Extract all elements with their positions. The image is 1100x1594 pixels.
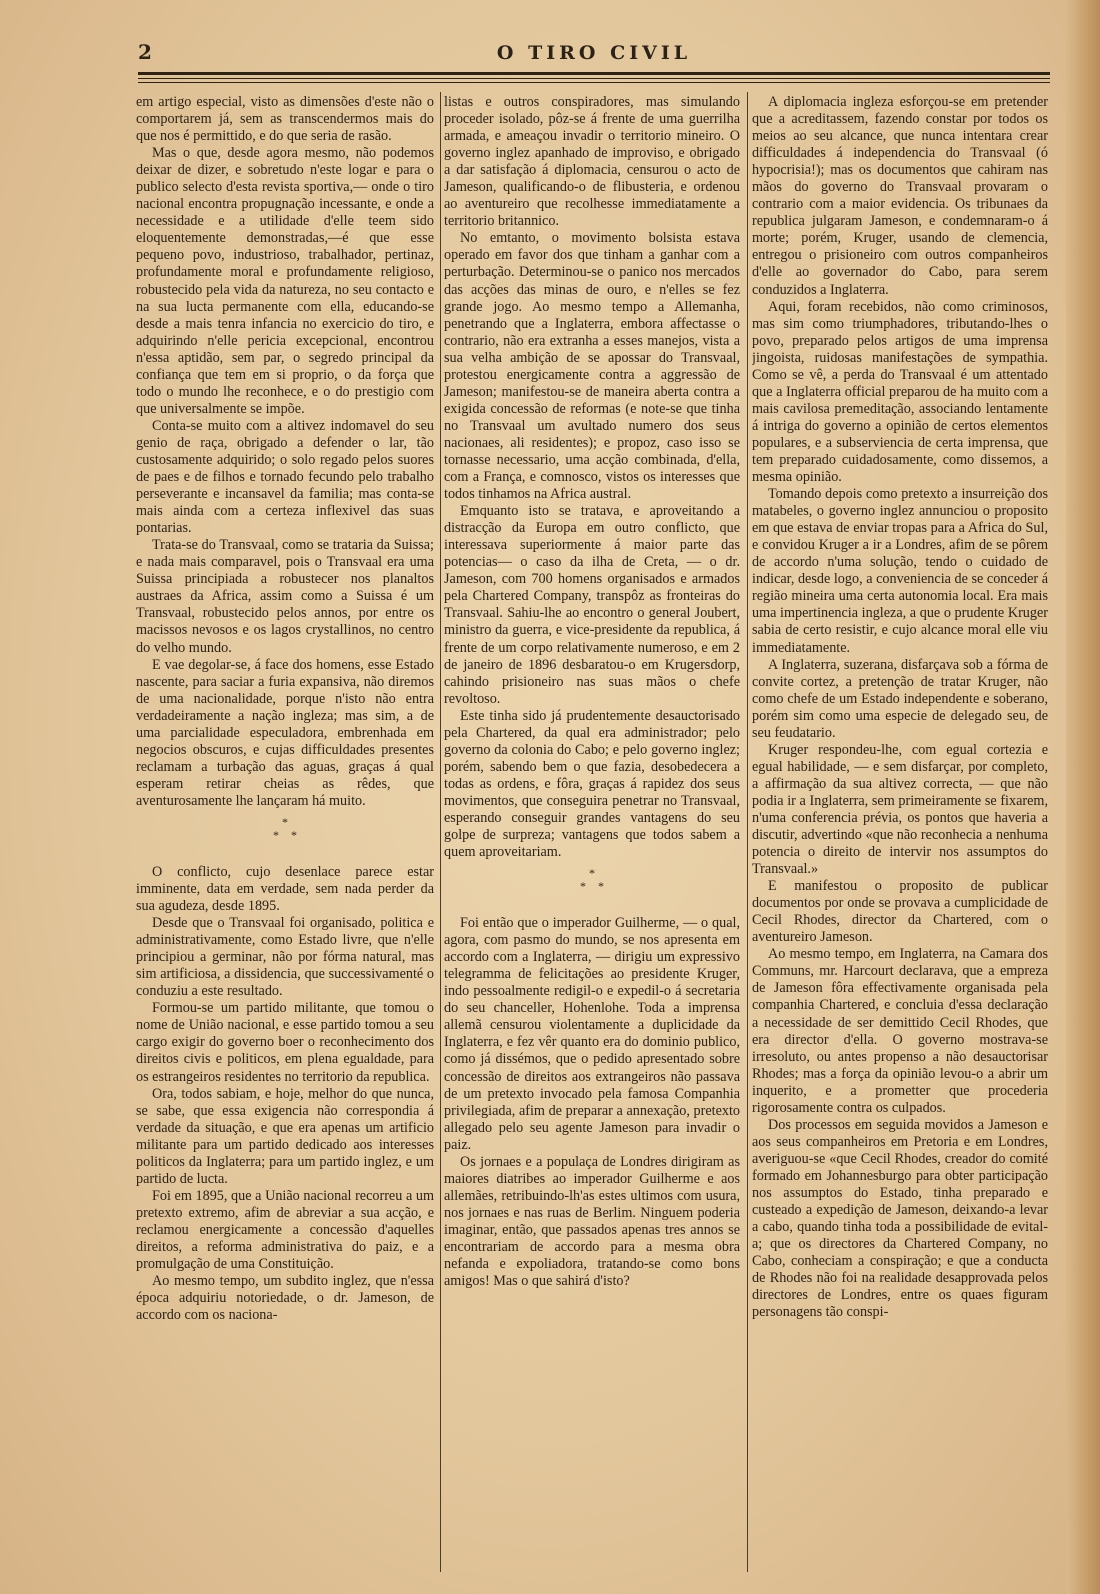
paragraph: Desde que o Transvaal foi organisado, politica e administrativamente, como Estado livre, que n'elle principiou a germinar, não por fórma natural, mas sim artificiosa, a dissidencia, que successivamenté o conduziu a este resultado. <box>136 915 434 1000</box>
paragraph: Ao mesmo tempo, um subdito inglez, que n'essa época adquiriu notoriedade, o dr. Jameson, de accordo com os naciona- <box>136 1273 434 1324</box>
paragraph: A Inglaterra, suzerana, disfarçava sob a fórma de convite cortez, a pretenção de tratar Kruger, não como chefe de um Estado independente e soberano, porém sim como uma especie de delegado seu, de seu feudatario. <box>752 656 1048 741</box>
paragraph: No emtanto, o movimento bolsista estava operado em favor dos que tinham a ganhar com a perturbação. Determinou-se o panico nos mercados das acções das minas de ouro, e n'elles se fez grande jogo. Ao mesmo tempo a Allemanha, penetrando que a Inglaterra, embora affectasse o contrario, não era extranha a esses manejos, vista a sua velha ambição de se apossar do Transvaal, protestou energicamente contra a aggressão de Jameson; manifestou-se de maneira aberta contra a exigida concessão de reformas (e note-se que tinha no Transvaal um avultado numero dos seus nacionaes, ali residentes); e propoz, caso isso se tornasse necessario, uma acção combinada, d'ella, com a França, e comnosco, vistos os interesses que todos tinhamos na Africa austral. <box>444 230 740 503</box>
paragraph: Mas o que, desde agora mesmo, não podemos deixar de dizer, e sobretudo n'este logar e para o publico selecto d'esta revista sportiva,— onde o tiro nacional encontra propugnação incessante, e onde a necessidade e a utilidade d'elle teem sido eloquentemente demonstradas,—é que esse pequeno povo, industrioso, trabalhador, pertinaz, profundamente moral e profundamente religioso, robustecido pela vida da natureza, no seu contacto e na sua lucta permanente com ella, educando-se desde a mais tenra infancia no exercicio do tiro, e adquirindo n'elle pericia excepcional, encontrou n'essa aptidão, sem par, o segredo principal da confiança que tem em si proprio, o da força que todo o mundo lhe reconhece, e o do prestigio com que universalmente se impõe. <box>136 145 434 417</box>
paragraph: E manifestou o proposito de publicar documentos por onde se provava a cumplicidade de Cecil Rhodes, director da Chartered, com o aventureiro Jameson. <box>752 878 1048 946</box>
paragraph: Foi em 1895, que a União nacional recorreu a um pretexto extremo, afim de abreviar a sua acção, e reclamou energicamente a concessão d'aquelles direitos, a reforma administrativa do paiz, e a promulgação de uma Constituição. <box>136 1187 434 1273</box>
paragraph: Foi então que o imperador Guilherme, — o qual, agora, com pasmo do mundo, se nos apresenta em accordo com a Inglaterra, — dirigiu um expressivo telegramma de felicitações ao presidente Kruger, indo pessoalmente redigil-o e expedil-o á secretaria do seu chanceller, Hohenlohe. Toda a imprensa allemã censurou violentamente a duplicidade da Inglaterra, e fez vêr quanto era do dominio publico, como já dissémos, que o pedido apresentado sobre concessão de direitos aos extrangeiros não passava de um pretexto invocado pela famosa Companhia privilegiada, afim de preparar a annexação, pretexto allegado pelo seu agente Jameson para invadir o paiz. <box>444 915 740 1153</box>
paragraph: Dos processos em seguida movidos a Jameson e aos seus companheiros em Pretoria e em Londres, averiguou-se «que Cecil Rhodes, creador do comité formado em Johannesburgo para obter participação nos assumptos do Estado, tinha preparado e custeado a expedição de Jameson, deixando-a levar a cabo, quando tinha toda a possibilidade de evital-a; que os directores da Chartered Company, no Cabo, conheciam a conspiração; e que a conducta de Rhodes não foi na realidade desapprovada pelos directores de Londres, entre os quaes figuram personagens tão conspi- <box>752 1116 1048 1321</box>
page-header <box>138 40 1050 70</box>
paragraph: Este tinha sido já prudentemente desauctorisado pela Chartered, da qual era administrador; pelo governo da colonia do Cabo; e pelo governo inglez; porém, sabendo bem o que fazia, desobedecera a todas as ordens, e fôra, graças á rapidez dos seus movimentos, que conseguira penetrar no Transvaal, esperando conseguir grandes vantagens do seu golpe de surpreza; vantagens que todos sabem a quem aproveitariam. <box>444 707 740 861</box>
paragraph: Kruger respondeu-lhe, com egual cortezia e egual habilidade, — e sem disfarçar, por completo, a affirmação da sua altivez correcta, — que não podia ir a Inglaterra, sem primeiramente se fixarem, n'uma conferencia prévia, os pontos que haveria a discutir, advertindo «que não reconhecia a nenhuma potencia o direito de intervir nos assumptos do Transvaal.» <box>752 741 1048 878</box>
section-separator: * * * <box>580 866 604 894</box>
header-rule <box>138 72 1050 75</box>
paragraph: A diplomacia ingleza esforçou-se em pretender que a acreditassem, fazendo constar por todos os meios ao seu alcance, que nunca intentara crear difficuldades á independencia do Transvaal (ó hypocrisia!); mas os documentos que cahiram nas mãos do governo do Transvaal provaram o contrario com a maior evidencia. Os tribunaes da republica julgaram Jameson, e condemnaram-o á morte; porém, Kruger, usando de clemencia, entregou o prisioneiro com outros companheiros d'elle ao governador do Cabo, para serem conduzidos a Inglaterra. <box>752 94 1048 298</box>
page-edge <box>1066 0 1100 1594</box>
paragraph: O conflicto, cujo desenlace parece estar imminente, data em verdade, sem nada perder da sua agudeza, desde 1895. <box>136 863 434 915</box>
paragraph: Conta-se muito com a altivez indomavel do seu genio de raça, obrigado a defender o lar, tão custosamente adquirido; o solo regado pelos suores de paes e de filhos e tornado fecundo pelo trabalho perseverante e incansavel da familia; mas conta-se mais ainda com a certeza inflexivel das suas pontarias. <box>136 417 434 537</box>
paragraph: Os jornaes e a populaça de Londres dirigiram as maiores diatribes ao imperador Guilherme e aos allemães, retribuindo-lh'as estes ultimos com usura, nos jornaes e nas ruas de Berlim. Ninguem poderia imaginar, então, que passados apenas tres annos se encontrariam de accordo para a mesma obra nefanda e expoliadora, tratando-se como bons amigos! Mas o que sahirá d'isto? <box>444 1153 740 1290</box>
paragraph: Emquanto isto se tratava, e aproveitando a distracção da Europa em outro conflicto, que interessava superiormente á maior parte das potencias— o caso da ilha de Creta, — o dr. Jameson, com 700 homens organisados e armados pela Chartered Company, transpôz as fronteiras do Transvaal. Sahiu-lhe ao encontro o general Joubert, ministro da guerra, e vice-presidente da republica, á frente de um corpo relativamente numeroso, e em 2 de janeiro de 1896 desbaratou-o em Krugersdorp, cahindo prisioneiro nas suas mãos o chefe revoltoso. <box>444 503 740 707</box>
paragraph: Trata-se do Transvaal, como se trataria da Suissa; e nada mais comparavel, pois o Transvaal era uma Suissa principiada a robustecer nos planaltos austraes da Africa, assim como a Suissa é um Transvaal, robustecido pelos annos, por entre os macissos nevosos e os lagos crystallinos, no centro do velho mundo. <box>136 537 434 656</box>
column-divider <box>747 92 748 1572</box>
paragraph: Formou-se um partido militante, que tomou o nome de União nacional, e esse partido tomou a seu cargo exigir do governo boer o reconhecimento dos direitos civis e politicos, em plena egualdade, para os estrangeiros residentes no territorio da republica. <box>136 1000 434 1085</box>
column-divider <box>440 92 441 1572</box>
paragraph: Ora, todos sabiam, e hoje, melhor do que nunca, se sabe, que essa exigencia não correspondia á verdade da situação, e que era apenas um artificio militante para um partido dedicado aos interesses politicos da Inglaterra; para um partido inglez, e um partido de lucta. <box>136 1085 434 1187</box>
column-middle <box>444 94 740 1574</box>
header-rule-thin <box>138 78 1050 79</box>
page-number: 2 <box>138 40 152 64</box>
section-separator: * * * <box>273 814 297 842</box>
paragraph: em artigo especial, visto as dimensões d'este não o comportarem já, sem as transcendermos mais do que nos é permittido, e do que seria de rasão. <box>136 94 434 145</box>
masthead-title: O TIRO CIVIL <box>496 42 692 64</box>
paragraph: Tomando depois como pretexto a insurreição dos matabeles, o governo inglez annunciou o proposito em que estava de enviar tropas para a Africa do Sul, e convidou Kruger a ir a Londres, afim de se pôrem de accordo n'uma solução, tendo o cuidado de indicar, desde logo, a conveniencia de se conceder á região mineira uma certa autonomia local. Era mais uma impertinencia ingleza, a que o prudente Kruger sabia de certo resistir, e cujo alcance moral elle viu immediatamente. <box>752 486 1048 656</box>
paragraph: listas e outros conspiradores, mas simulando proceder isolado, pôz-se á frente de uma guerrilha armada, e ameaçou invadir o territorio mineiro. O governo inglez apanhado de improviso, e obrigado a dar satisfação á diplomacia, censurou o acto de Jameson, qualificando-o de flibusteria, e ordenou ao aventureiro que recolhesse immediatamente a territorio britannico. <box>444 94 740 230</box>
paragraph: E vae degolar-se, á face dos homens, esse Estado nascente, para saciar a furia expansiva, não diremos de uma nacionalidade, porque n'isto não entra verdadeiramente a nação ingleza; mas sim, a de uma parcialidade especuladora, embrenhada em negocios obscuros, e cujas difficuldades presentes reclamam a turbação das aguas, graças á qual esperam retirar cheias as rêdes, que aventurosamente lhe lançaram há muito. <box>136 656 434 809</box>
header-rule-thin-2 <box>138 82 1050 83</box>
paragraph: Aqui, foram recebidos, não como criminosos, mas sim como triumphadores, tributando-lhes o povo, preparado pelos artigos de uma imprensa jingoista, ruidosas manifestações de sympathia. Como se vê, a perda do Transvaal é um attentado que a Inglaterra official preparou de ha muito com a mais cavilosa premeditação, associando lentamente á intriga do governo a opinião de certos elementos populares, e a subserviencia de certa imprensa, que tem preparado cuidadosamente, como dissemos, a mesma opinião. <box>752 298 1048 486</box>
column-right <box>752 94 1048 1574</box>
column-left <box>136 94 434 1574</box>
paragraph: Ao mesmo tempo, em Inglaterra, na Camara dos Communs, mr. Harcourt declarava, que a empreza de Jameson fôra effectivamente organisada pela companhia Chartered, e concluia d'essa declaração a necessidade de ser demittido Cecil Rhodes, que era director d'ella. O governo mostrava-se irresoluto, ou antes propenso a não desauctorisar Rhodes; mas a força da opinião levou-o a abrir um inquerito, e a prometter que procederia rigorosamente contra os culpados. <box>752 946 1048 1116</box>
